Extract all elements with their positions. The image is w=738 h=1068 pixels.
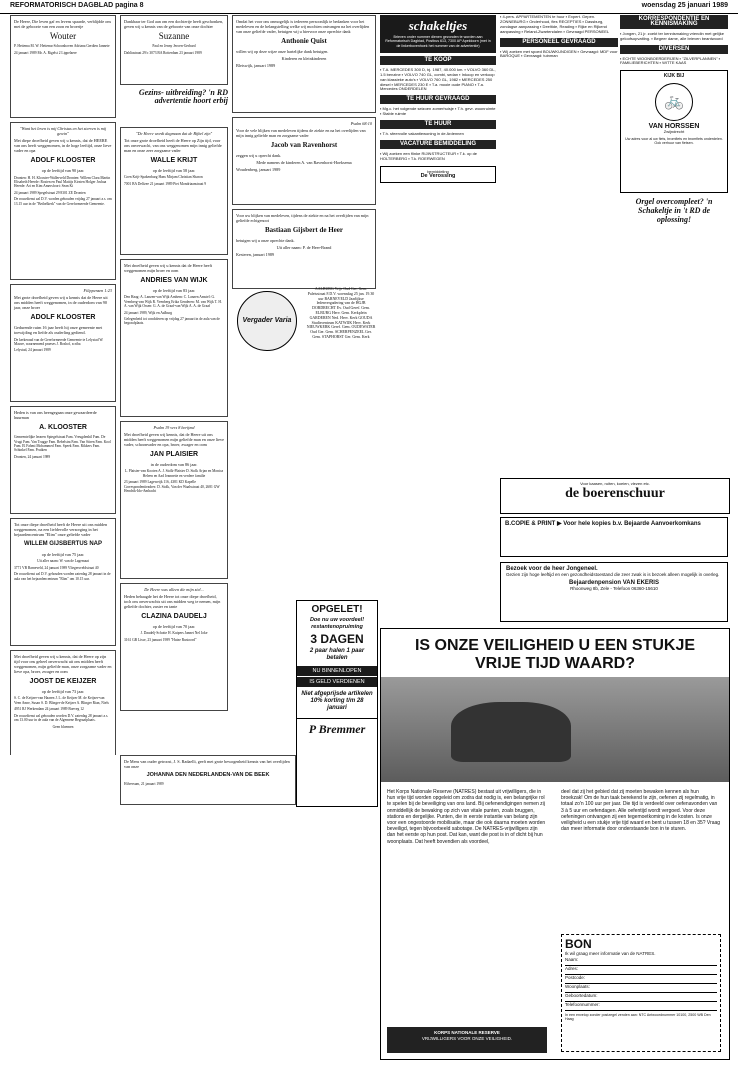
- deceased-age: op de leeftijd van 83 jaar.: [152, 288, 196, 294]
- newspaper-name: REFORMATORISCH DAGBLAD pagina 8: [10, 2, 144, 9]
- deceased-age: op de leeftijd van 75 jaar.: [41, 552, 85, 558]
- deceased-name: ADOLF KLOOSTER: [30, 314, 96, 322]
- vergader-list: [306, 287, 376, 572]
- family-names: Coen Krijt-Spakenburg Hans Mirjam Christian Sharon: [124, 175, 203, 180]
- place-date: Bleiswijk, januari 1989: [236, 63, 276, 69]
- bremmer-logo: [297, 718, 377, 737]
- vergader-varia: [232, 287, 302, 587]
- schakeltjes-brand: schakeltjes: [408, 18, 468, 33]
- bible-verse: "De Heere wordt dagmaan dat de Bijbel zijn": [135, 131, 213, 136]
- thanks-text: betuigen wij u onze oprechte dank.: [236, 238, 295, 244]
- verossing-caption: bemiddeling: [427, 168, 449, 174]
- horssen-location: Zwijndrecht: [663, 129, 685, 135]
- deceased-name: Jacob van Ravenhorst: [270, 141, 338, 150]
- family-address: 23 januari 1989 Lageweijk 116, 4381 KD Kapelle Correspondentieadres: D. Stolk, Van der Waalsstraat 40, 2681 GW Hendrik-Ido-Ambacht: [124, 480, 220, 494]
- family-names: L. Plaisier-van Kooten A. J. Stolk-Plaisier D. Stolk Arjan en Monica Heleen en Aad Jeannette en verdere familie: [124, 469, 224, 478]
- family-names: J. Daudelj-Schotte H. Kuipers Jannet Nel Joke: [140, 631, 208, 636]
- place-date: Hilversum, 21 januari 1989: [124, 781, 164, 786]
- schakeltjes-intro: Brieven onder nummer dienen gezonden te worden aan Reformatorisch Dagblad, Postbus 613, 7300 AP Apeldoorn (met in de linkerbovenhoek het nummer van de advertentie): [385, 35, 491, 48]
- boerenschuur-title: de boerenschuur: [565, 486, 665, 501]
- van-horssen-ad: [620, 70, 728, 193]
- opgelet-bar-2: IS GELD VERDIENEN: [297, 677, 377, 687]
- page-header: [0, 0, 738, 14]
- family-names: Dronten: H. H. Klooster-Wallerveld Dronten: Willem Clara Martin Elisabeth Heerde: Rosien en Paul Mattijs Kirsten Holger Joshua Heerde: Ari en Kim Amersfoort: Sean Ki: [14, 175, 111, 189]
- opgelet-discount: Niet afgeprijsde artikelen 10% korting t/m 28 januari: [301, 691, 373, 711]
- opgelet-days: 3 DAGEN: [310, 632, 364, 646]
- death-intro: Tot onze diepe droefheid heeft de Heere uit ons midden weggenomen, na een liefdevolle verzorging in het bejaardencentrum "Elim" onze geliefde vader: [14, 522, 108, 538]
- vergader-logo: [232, 287, 302, 355]
- deceased-name: Bastiaan Gijsbert de Heer: [265, 226, 343, 235]
- rubric-vacature: VACATURE BEMIDDELING: [380, 140, 496, 149]
- bible-verse: De Heere was alleen die mijn ziel...: [144, 587, 204, 592]
- thanks-text: zeggen wij u oprecht dank.: [236, 153, 282, 159]
- death-ad-adolf-1: [10, 122, 116, 280]
- family-address: 3161 GB Lisse, 23 januari 1989 "Huize Rustoord": [124, 637, 197, 642]
- te-huur-items: ▪ Mg.c. het volgende seizoen zomerhuisje ▪ T.h. gevr. woonruimte ▪ Stable ruimte: [380, 106, 496, 117]
- deceased-name: ANDRIES VAN WIJK: [140, 277, 208, 285]
- death-intro: Heden behaagde het de Heere tot onze diepe droefheid, toch ons onverwachts uit ons midden weg te nemen, mijn geliefde dochter, zuster en tante: [124, 594, 221, 610]
- thanks-text: willen wij op deze wijze onze hartelijke dank betuigen.: [236, 49, 329, 55]
- parent-names: P. Hettema M. W. Hettema-Schoonhoven Adriana Gerdien Jannete: [14, 44, 110, 49]
- deceased-name: JAN PLAISIER: [149, 451, 199, 459]
- orgel-promo: [620, 197, 728, 224]
- signature: Uit aller naam: P. de Heer-Brand: [276, 245, 332, 251]
- vergader-title: Vergader Varia: [242, 317, 292, 324]
- natres-body-right: deel dat zij het gebied dat zij moeten bewaken kennen als hun broekzak! Om de hun taak berekend te zijn, oefenen zij regelmatig, in totaal zo'n 100 uur per jaar. Die tijd is verdeeld over oefenavonden van 3 à 5 uur en oefendagen. Alle oefentijd wordt vergoed. Voor deze oefeningen ontvangen zij een tegemoetkoming in de kosten. Is onze veiligheid u een stukje vrije tijd waard en bent u tussen 18 en 35? Vraag dan meer informatie door onderstaande bon in te sturen.: [561, 789, 721, 833]
- korrespondentie-items: ▪ Jongen, 21 jr. zoekt ter kennismaking vriendin met gelijke geloofsopvatting. ▪ Begeer dame, alle brieven beantwoord: [620, 30, 724, 41]
- natres-headline: IS ONZE VEILIGHEID U EEN STUKJE VRIJE TIJD WAARD?: [414, 637, 696, 672]
- funeral-info: De rouwdienst zal D.V. gehouden worden zaterdag 28 januari in de aula van het bejaardencentrum "Elim" om 10.15 uur.: [14, 572, 111, 581]
- birth-date: 24 januari 1989 Mr. A. Rigelst 2 Lippelaere: [14, 50, 77, 55]
- bon-field-3[interactable]: Woonplaats:: [565, 984, 717, 993]
- opgelet-title: OPGELET!: [311, 604, 363, 615]
- funeral-info: Gelegenheid tot condoleren op vrijdag 27 januari in de aula van de begraafplaats.: [124, 316, 220, 326]
- birth-ad-suzanne: [120, 15, 228, 85]
- natres-photo: [381, 677, 729, 782]
- thanks-ad-jacob: [232, 117, 376, 205]
- diversen-items: ▪ ECHTE WOONBOERDERIJEN ▪ "ZILVERPLANNEN" ▪ FAMILIEBERICHTEN ▪ WITTE KAAS: [620, 55, 721, 66]
- bon-field-5[interactable]: Telefoonnummer:: [565, 1002, 717, 1011]
- deceased-age: op de leeftijd van 70 jaar.: [152, 624, 196, 630]
- schakeltjes-banner: [380, 15, 496, 53]
- death-intro: Met diepe droefheid geven wij u kennis, dat de HEERE van ons heeft weggenomen, in de hoge leeftijd, onze lieve vader en opa: [14, 138, 112, 154]
- parent-names: Paul en Jenny Jeroen-Gerhard: [152, 44, 196, 49]
- bremmer-mark: P: [308, 722, 316, 736]
- deceased-age: in de ouderdom van 86 jaar.: [150, 462, 198, 468]
- korps-line-2: VRIJWILLIGERS VOOR ONZE VEILIGHEID.: [421, 1036, 513, 1041]
- deceased-name: WILLEM GIJSBERTUS NAP: [23, 541, 102, 548]
- family-address: 4951 RJ Werkendam 24 januari 1989 Boeveg 12: [14, 707, 84, 712]
- jongeneel-ad: [500, 562, 728, 622]
- verossing-ad: [380, 166, 496, 184]
- meeting-list: AALBURG Vrije Oud Ger. Gem. Paleisstraat 8 D.V. woensdag 25 jan. 19.30 uur BARNEVELD Jaarlijkse ledenvergadering van de HGJB DORDRECHT Ev. Oud Geref. Gem. ELBURG Herv. Gem. Kerkplein GARDEREN Ned. Herv. Kerk GOUDA Studiecentrum KATWIJK Herv. Kerk NIEUWKERK Geref. Gem. OUDEWATER Oud Ger. Gem. SCHERPENZEEL Ger. Gem. STAPHORST Ger. Gem. Kerk: [306, 287, 376, 339]
- horssen-name: VAN HORSSEN: [648, 123, 700, 131]
- horssen-kicker: KIJK BIJ: [663, 73, 685, 80]
- bon-note: Ik wil graag meer informatie van de NATRES.: [565, 951, 656, 956]
- opgelet-ad: [296, 600, 378, 807]
- death-text: Gedurende ruim 16 jaar heeft hij onze gemeente met toewijding en liefde als ouderling gediend.: [14, 325, 103, 336]
- death-intro: Heden is van ons heengegaan onze gewaardeerde huurman: [14, 410, 97, 421]
- death-ad-clazina: [120, 583, 228, 711]
- promo-text: Gezins- uitbreiding? 'n RD advertentie hoort erbij: [138, 88, 228, 105]
- natres-ad: [380, 628, 730, 1060]
- death-ad-adolf-2: [10, 284, 116, 402]
- deceased-age: op de leeftijd van 73 jaar.: [41, 689, 85, 695]
- death-ad-willem: [10, 518, 116, 646]
- deceased-age: op de leeftijd van 90 jaar.: [41, 168, 85, 174]
- bon-title: BON: [565, 937, 592, 951]
- deceased-name: JOOST DE KEIJZER: [29, 678, 97, 686]
- funeral-info: De rouwdienst zal gehouden worden D.V. zaterdag 28 januari a.s. om 13.00 uur in de aula van de Algemene Begraafplaats.: [14, 713, 109, 723]
- bon-field-0[interactable]: Naam:: [565, 957, 717, 966]
- deceased-name: Anthonie Quist: [281, 37, 327, 46]
- rubric-korrespondentie: KORRESPONDENTIE EN KENNISMAKING: [620, 15, 728, 29]
- verossing-name: De Verossing: [420, 173, 456, 180]
- deceased-name: JOHANNA DEN NEDERLANDEN-VAN DE BEEK: [146, 772, 270, 779]
- rubric-te-huur: TE HUUR: [380, 120, 496, 129]
- bremmer-name: Bremmer: [318, 722, 366, 736]
- child-name: Suzanne: [158, 31, 190, 42]
- place-date: Dronten, 24 januari 1989: [14, 454, 51, 459]
- child-name: Wouter: [49, 31, 77, 42]
- family-names: Gemeentelijke leraren Spiegelstraat Fam. Vreugdenhil Fam. De Vrugt Fam. Van Trugge Fam. Rebelstra Fam. Van Stiren Fam. Kool Fam. El Fahmi Mohammed Fam. Speek Fam. Rikkers Fam. Schinkel Fam. Pruiken: [14, 435, 111, 453]
- death-ad-joost: [10, 650, 116, 755]
- death-ad-andries: [120, 259, 228, 417]
- bible-verse: Psalm 68:10: [350, 121, 372, 126]
- bon-coupon: [561, 934, 721, 1052]
- bible-verse: Psalm 19 vers 8 berijmd: [153, 425, 195, 430]
- bon-field-4[interactable]: Geboortedatum:: [565, 993, 717, 1002]
- bcopie-ad: [500, 517, 728, 557]
- korps-banner: [387, 1027, 547, 1053]
- opgelet-subtitle: Doe nu uw voordeel! restantenopruiming: [309, 617, 365, 630]
- funeral-info: De rouwdienst zal D.V. worden gehouden vrijdag 27 januari a.s. om 13.15 uur in de "Bethelkerk" van de Gereformeerde Gemeente.: [14, 197, 112, 206]
- rubric-te-koop: TE KOOP: [380, 56, 496, 65]
- place-date: 24 januari 1989, Wijk en Aalburg: [124, 310, 173, 315]
- family-address: 7001 BA Delfzee 21 januari 1989 Piet Mondriaanstraat 9: [124, 181, 207, 186]
- deceased-name: ADOLF KLOOSTER: [30, 157, 96, 165]
- bible-verse: Filippenzen 1:23: [83, 288, 112, 293]
- death-ad-johanna: [120, 755, 296, 805]
- column-6: [620, 15, 728, 435]
- death-intro: Tot onze grote droefheid heeft de Heere op Zijn tijd, voor ons onverwacht, van ons weggenomen mijn innig geliefde man en onze zeer zorgzame vader: [124, 138, 222, 154]
- death-ad-jan: [120, 421, 228, 579]
- signature: Kinderen en kleinkinderen: [281, 56, 327, 62]
- bcopie-text: B.COPIE & PRINT ▶ Voor hele kopies b.v. Bejaarde Aanvoerkomkans: [505, 521, 701, 527]
- column-2-bottom: [120, 755, 296, 805]
- place-date: Kesteren, januari 1989: [236, 252, 275, 258]
- family-address: 24 januari 1989 Spegelstraat 29 8301 ZE Dronten: [14, 190, 86, 195]
- signature: Mede namens de kinderen A. van Ravenhorst-Hoeksema: [256, 160, 352, 166]
- birth-intro: De Heere, Die leven gaf en levens spaarde, verblijdde ons met de geboorte van een zoon en broertje: [14, 19, 112, 30]
- death-ad-walle: [120, 127, 228, 255]
- issue-date: woensdag 25 januari 1989: [641, 2, 728, 9]
- bon-footer: In een envelop zonder postzegel zenden aan: NTC Antwoordnummer 10100, 2500 WB Den Haag: [565, 1012, 711, 1021]
- opgelet-bar-1: NU BINNENLOPEN: [297, 666, 377, 676]
- gezins-promo: [120, 89, 228, 123]
- place-date: Lelystad, 24 januari 1989: [14, 348, 51, 353]
- natres-body-left: Het Korps Nationale Reserve (NATRES) bestaat uit vrijwilligers, die in hun vrije tijd worden opgeleid om zodra dat nodig is, een belangrijke rol te spelen bij de beveiliging van ons land. Bij oefenendigingen nemen zij onmiddellijk de bewaking op zich van vitale punten, zoals bruggen, stations en dergelijke. Punten, die in eerste instantie van belang zijn voor een ongestoorde mobilisatie, maar die ook daarna moeten worden beveiligd, tegen bijvoorbeeld sabotage. De NATRES-vrijwilligers zijn dan het eerste op hun post. Dat kan, want die post is in of dicht bij hun woonplaats. Dat heeft bovendien als voordeel,: [387, 789, 546, 845]
- deceased-name: A. KLOOSTER: [39, 424, 87, 432]
- column-2: [120, 15, 228, 755]
- family-names: S. C. de Keijzer-van Haaren J. L. de Keijzer M. de Keijzer-van Veen Anne, Susan S. D. Blinger-de Keijzer A. Blinger Rian, Niels: [14, 696, 109, 705]
- bicycle-icon: 🚲: [655, 83, 693, 121]
- te-huur-aanbod-items: ▪ T.h. sfeervolle vakantiewoning in de Ardennen: [380, 130, 464, 136]
- column-5-items: ▪ 4-pers. APPARTEMENTEN te huur ▪ Expert. Gepen. ZONNEBURG ▪ Onderhoud, fles RECEPTIES ▪ Dassburg, zondagse aanpassing ▪ Deeltide, Reading ▪ Rijke en Rijkend aanpassing ▪ Reland-Zwartendalen ▪ Gevraagd PERSONEEL: [500, 15, 610, 34]
- death-intro: Met grote droefheid geven wij u kennis dat de Heere uit ons midden heeft weggenomen, in de ouderdom van 90 jaar, onze broer: [14, 295, 108, 311]
- family-names: Den Haag: A. Lanzen-van Wijk Arnhem: C. Lanzen Amstel: G. Veenberg-van Wijk R. Veenberg Erika Genderen: M. van Wijk T. H. A. van Wijk Ossen: G. A. de Graaf-van Wijk A. A. de Graaf: [124, 295, 222, 309]
- horssen-text: Uw adres voor al uw fiets, bromfiets en bromfiets onderdelen. Ook verhuur van fietsen.: [625, 137, 723, 146]
- thanks-ad-bastiaan: [232, 209, 376, 289]
- jongeneel-address: Rhoonweg 8b, Zele - Telefoon 06360-15610: [570, 585, 658, 591]
- thanks-intro: Omdat het voor ons onmogelijk is iedereen persoonlijk te bedanken voor het medeleven en de belangstelling welke wij mochten ontvangen na het overlijden van onze geliefde vader, betuigen wij u hiervoor onze oprechte dank: [236, 19, 370, 35]
- jongeneel-org: Bejaardenpension VAN EKERIS: [569, 579, 659, 586]
- vacature-items: ▪ Wij zoeken een flinke RIJINSTRUCTEUR ▪ T.k. op de HOLTERBERG ▪ T.k. ROERWEGEN: [380, 150, 478, 161]
- signature: De kerkeraad van de Gereformeerde Gemeente te Lelystad W. Mauve, waarnemend praeses J. Boshof, scriba: [14, 337, 104, 346]
- death-intro: De Mens van ouder getroost, J. S. Radaelli, geeft met grote bewogenheid kennis van het overlijden van onze: [124, 759, 290, 770]
- family-address: Dahliastraat 29/c 3073 BA Rotterdam 23 januari 1989: [124, 50, 202, 55]
- thanks-intro: Voor de vele blijken van medeleven tijdens de ziekte en na het overlijden van mijn innig geliefde man en zorgzame vader: [236, 128, 366, 139]
- jongeneel-text: Gezien zijn hoge leeftijd en een gezondheidstoestand die zeer zwak is is bezoek alleen mogelijk in overleg.: [506, 572, 720, 577]
- boerenschuur-caption: Voor kaasen, ruiten, koeien, vlezen etc.: [580, 481, 650, 486]
- family-names: Uit aller naam: W. van de Lagemaat: [37, 559, 89, 564]
- rubric-personeel: PERSONEEL GEVRAAGD: [500, 38, 618, 47]
- deceased-age: op de leeftijd van 58 jaar.: [152, 168, 196, 174]
- boerenschuur-ad: [500, 478, 730, 514]
- deceased-name: CLAZINA DAUDELJ: [141, 613, 207, 621]
- column-4: [380, 15, 496, 640]
- no-flowers-note: Geen bloemen: [52, 724, 74, 729]
- birth-intro: Dankbaar ter God aan om een dochtertje heeft geschonken, geven wij u kennis van de geboorte van onze dochter: [124, 19, 224, 30]
- deceased-name: WALLE KRIJT: [150, 157, 198, 165]
- opgelet-sale: 2 paar halen 1 paar betalen: [309, 648, 365, 661]
- rubric-te-huur-gevraagd: TE HUUR GEVRAAGD: [380, 95, 496, 104]
- bon-field-1[interactable]: Adres:: [565, 966, 717, 975]
- place-date: Woudenberg, januari 1989: [236, 167, 281, 173]
- thanks-ad-anthonie: [232, 15, 376, 113]
- family-address: 3771 VB Barneveld, 24 januari 1989 Vliegersveldstraat 40: [14, 565, 99, 570]
- soldier-silhouette: [451, 702, 571, 762]
- rubric-diversen: DIVERSEN: [620, 45, 728, 54]
- bible-verse: "Want het leven is mij Christus en het sterven is mij gewin": [19, 126, 107, 137]
- vergader-logo-circle: [237, 291, 297, 351]
- death-ad-adolf-3: [10, 406, 116, 514]
- death-intro: Met droefheid geven wij u kennis, dat de Heere op zijn tijd voor ons geheel onverwacht uit ons midden heeft weggenomen, mijn geliefde man, onze zorgzame vader en lieve opa, broer, zwager en oom: [14, 654, 112, 675]
- te-koop-items: ▪ T.A. MERCEDES 300 D, bj. 1987, 40.000 km. ▪ VOLVO 360 DL, 1.5 benzine ▪ VOLVO 740 GL, combi, sedan ▪ Inkoop en verkoop van klassieke auto's ▪ VOLVO 760 GL, 1982 ▪ MERCEDES 250 diesel ▪ MERCEDES 230 E ▪ T.a. mooie oude PIANO ▪ T.a. Mercedes ONDERDELEN: [380, 66, 496, 92]
- death-intro: Met droefheid geven wij u kennis dat de Heere heeft weggenomen mijn broer en oom: [124, 263, 213, 274]
- column-5: [500, 15, 618, 515]
- column-1: [10, 15, 116, 755]
- orgel-text: Orgel overcompleet? 'n Schakeltje in 't RD de oplossing!: [635, 197, 713, 225]
- death-intro: Met droefheid geven wij kennis, dat de Heere uit ons midden heeft weggenomen mijn geliefde man en onze lieve vader, schoonvader en opa, broer, zwager en oom: [124, 432, 224, 448]
- korps-line-1: KORPS NATIONALE RESERVE: [434, 1030, 500, 1035]
- personeel-items: ▪ Wij zoeken met spoed BOUWKUNDIGEN ▪ Gevraagd: MDF voor BAROQUE ▪ Gevraagd: tuinman: [500, 48, 618, 59]
- bon-field-2[interactable]: Postcode:: [565, 975, 717, 984]
- thanks-intro: Voor uw blijken van medeleven, tijdens de ziekte en na het overlijden van mijn geliefde echtgenoot: [236, 213, 369, 224]
- jongeneel-title: Bezoek voor de heer Jongeneel.: [506, 566, 598, 572]
- birth-ad-wouter: [10, 15, 116, 118]
